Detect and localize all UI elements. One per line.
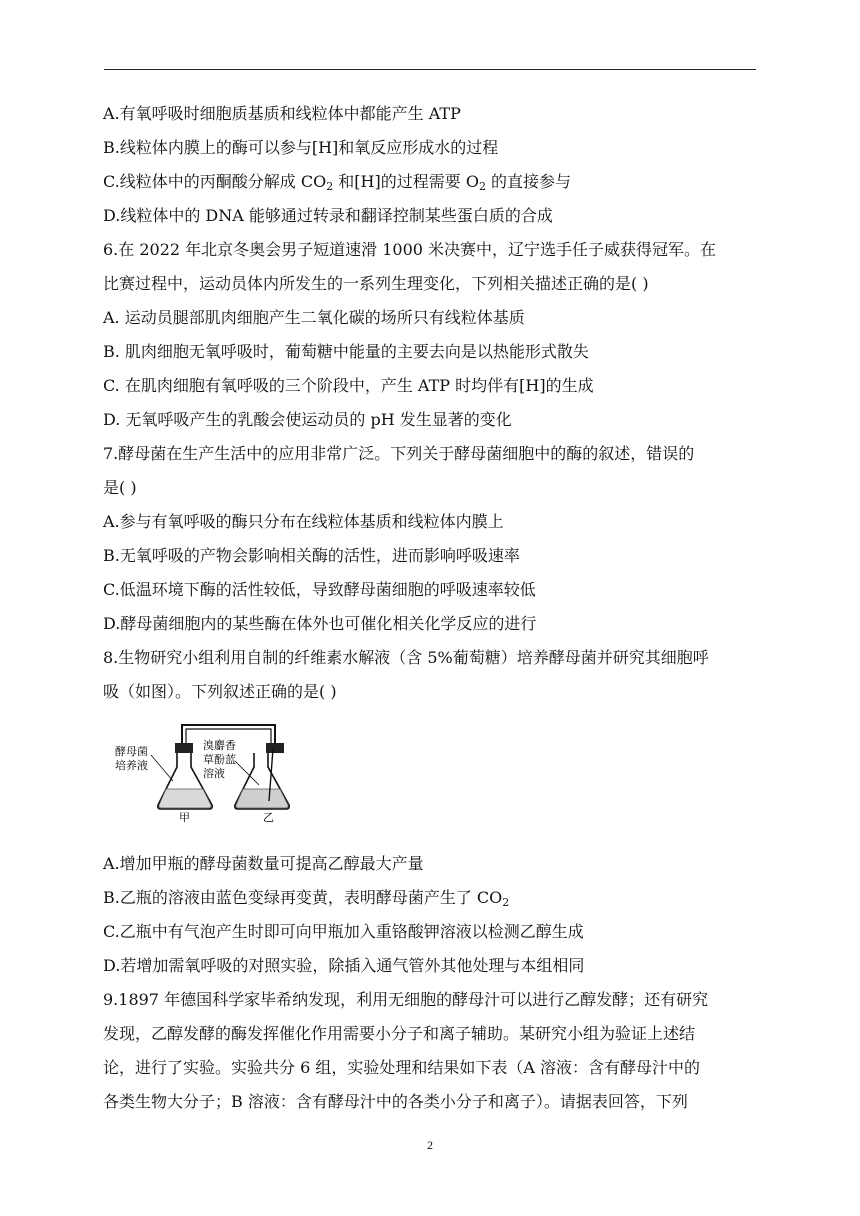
header-rule (104, 69, 756, 70)
text-segment: 的直接参与 (485, 172, 572, 191)
q9-stem-line-2: 发现，乙醇发酵的酶发挥催化作用需要小分子和离子辅助。某研究小组为验证上述结 (103, 1024, 696, 1043)
text-segment: C.线粒体中的丙酮酸分解成 CO (103, 172, 327, 191)
q7-option-a: A.参与有氧呼吸的酶只分布在线粒体基质和线粒体内膜上 (103, 512, 504, 531)
flask-a-liquid (159, 789, 211, 808)
subscript: 2 (502, 896, 510, 909)
q5-option-b: B.线粒体内膜上的酶可以参与[H]和氧反应形成水的过程 (103, 138, 499, 157)
label-indicator-2: 草酚蓝 (203, 753, 236, 766)
q8-option-a: A.增加甲瓶的酵母菌数量可提高乙醇最大产量 (103, 854, 424, 873)
q8-stem-line-1: 8.生物研究小组利用自制的纤维素水解液（含 5%葡萄糖）培养酵母菌并研究其细胞呼 (103, 648, 709, 667)
q6-stem-line-2: 比赛过程中，运动员体内所发生的一系列生理变化，下列相关描述正确的是( ) (103, 274, 649, 293)
subscript: 2 (478, 180, 486, 193)
stopper-flask-a (175, 743, 193, 753)
q7-stem-line-1: 7.酵母菌在生产生活中的应用非常广泛。下列关于酵母菌细胞中的酶的叙述，错误的 (103, 444, 695, 463)
q7-option-d: D.酵母菌细胞内的某些酶在体外也可催化相关化学反应的进行 (103, 614, 537, 633)
q5-option-a: A.有氧呼吸时细胞质基质和线粒体中都能产生 ATP (103, 104, 461, 123)
q6-option-d: D. 无氧呼吸产生的乳酸会使运动员的 pH 发生显著的变化 (103, 410, 512, 429)
subscript: 2 (326, 180, 334, 193)
page-content (103, 97, 763, 1119)
label-indicator-3: 溶液 (203, 767, 225, 780)
text-segment: 和[H]的过程需要 O (333, 172, 479, 191)
q8-stem-line-2: 吸（如图）。下列叙述正确的是( ) (103, 682, 337, 701)
q7-option-c: C.低温环境下酶的活性较低，导致酵母菌细胞的呼吸速率较低 (103, 580, 536, 599)
q6-option-a: A. 运动员腿部肌肉细胞产生二氧化碳的场所只有线粒体基质 (103, 308, 525, 327)
label-flask-a: 甲 (179, 811, 190, 823)
flask-apparatus-figure (103, 709, 763, 847)
text-segment: B.乙瓶的溶液由蓝色变绿再变黄，表明酵母菌产生了 CO (103, 888, 503, 907)
q8-option-b (103, 881, 763, 915)
q6-option-b: B. 肌肉细胞无氧呼吸时，葡萄糖中能量的主要去向是以热能形式散失 (103, 342, 589, 361)
q7-stem-line-2: 是( ) (103, 478, 137, 497)
q8-option-d: D.若增加需氧呼吸的对照实验，除插入通气管外其他处理与本组相同 (103, 956, 585, 975)
q5-option-c (103, 165, 763, 199)
page-number: 2 (427, 1138, 433, 1152)
q6-stem-line-1: 6.在 2022 年北京冬奥会男子短道速滑 1000 米决赛中，辽宁选手任子威获得冠军。在 (103, 240, 717, 259)
q6-option-c: C. 在肌肉细胞有氧呼吸的三个阶段中，产生 ATP 时均伴有[H]的生成 (103, 376, 594, 395)
q5-option-d: D.线粒体中的 DNA 能够通过转录和翻译控制某些蛋白质的合成 (103, 206, 553, 225)
q9-stem-line-4: 各类生物大分子；B 溶液：含有酵母汁中的各类小分子和离子）。请据表回答，下列 (103, 1092, 688, 1111)
q7-option-b: B.无氧呼吸的产物会影响相关酶的活性，进而影响呼吸速率 (103, 546, 520, 565)
leader-line-left (151, 755, 173, 781)
label-culture-1: 酵母菌 (115, 745, 148, 758)
q8-option-c: C.乙瓶中有气泡产生时即可向甲瓶加入重铬酸钾溶液以检测乙醇生成 (103, 922, 584, 941)
label-indicator-1: 溴麝香 (203, 739, 236, 752)
label-culture-2: 培养液 (115, 759, 148, 772)
flask-b-liquid (236, 789, 288, 808)
flask-apparatus-diagram (111, 715, 291, 823)
label-flask-b: 乙 (263, 811, 274, 823)
stopper-flask-b (266, 743, 284, 753)
q9-stem-line-1: 9.1897 年德国科学家毕希纳发现，利用无细胞的酵母汁可以进行乙醇发酵；还有研究 (103, 990, 709, 1009)
q9-stem-line-3: 论，进行了实验。实验共分 6 组，实验处理和结果如下表（A 溶液：含有酵母汁中的 (103, 1058, 700, 1077)
